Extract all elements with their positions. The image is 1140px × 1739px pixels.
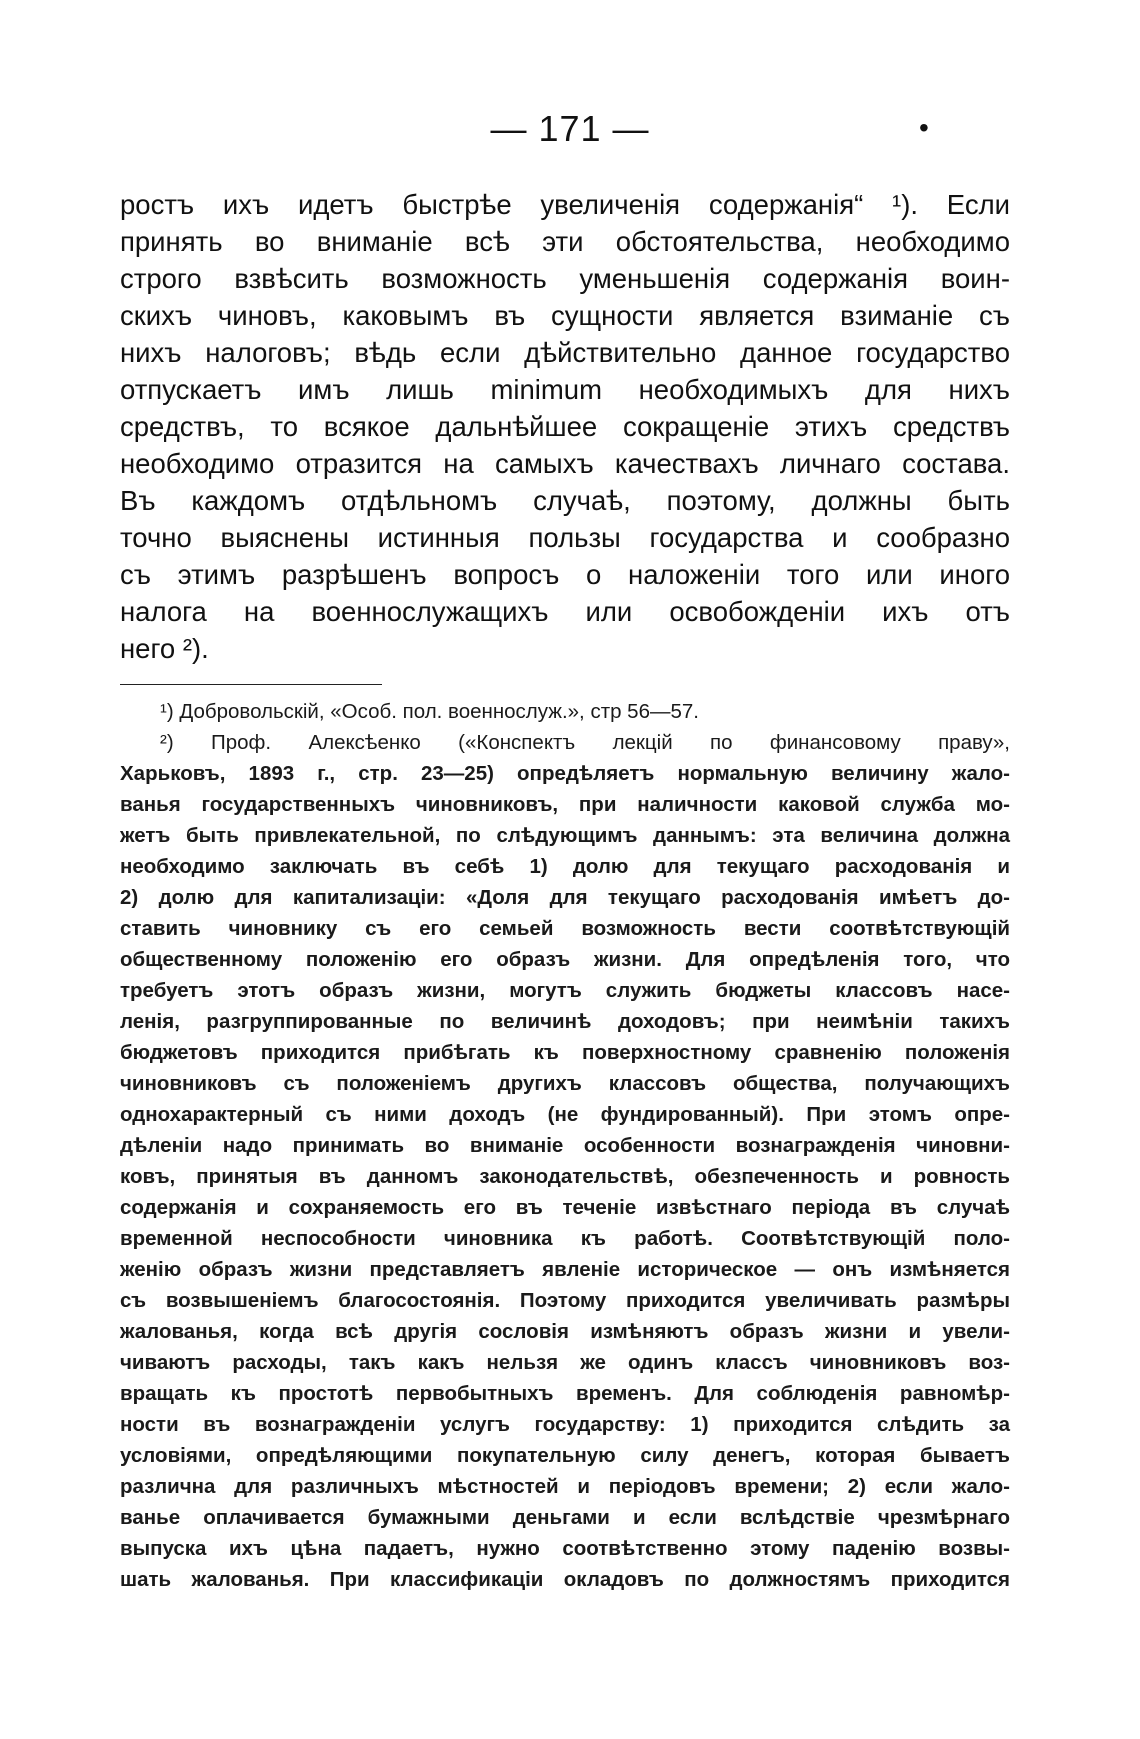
footnote-2-line: общественному положенію его образъ жизни. Для опредѣленія того, что	[120, 948, 1010, 971]
footnote-2-line: чиновниковъ съ положеніемъ другихъ классовъ общества, получающихъ	[120, 1072, 1010, 1095]
text-line: отпускаетъ имъ лишь minimum необходимыхъ для нихъ	[120, 374, 1010, 405]
text-line: съ этимъ разрѣшенъ вопросъ о наложеніи того или иного	[120, 559, 1010, 590]
footnote-2-line: жалованья, когда всѣ другія сословія измѣняютъ образъ жизни и увели-	[120, 1320, 1010, 1343]
footnote-2-line: выпуска ихъ цѣна падаетъ, нужно соотвѣтственно этому паденію возвы-	[120, 1537, 1010, 1560]
footnote-2-line: бюджетовъ приходится прибѣгать къ поверхностному сравненію положенія	[120, 1041, 1010, 1064]
text-line: Въ каждомъ отдѣльномъ случаѣ, поэтому, должны быть	[120, 485, 1010, 516]
footnote-2-line: однохарактерный съ ними доходъ (не фундированный). При этомъ опре-	[120, 1103, 1010, 1126]
footnote-2-line: ковъ, принятыя въ данномъ законодательствѣ, обезпеченность и ровность	[120, 1165, 1010, 1188]
footnote-2-line: шать жалованья. При классификаціи окладовъ по должностямъ приходится	[120, 1568, 1010, 1591]
footnote-2-line: ленія, разгруппированные по величинѣ доходовъ; при неимѣніи такихъ	[120, 1010, 1010, 1033]
footnote-2-line: вращать къ простотѣ первобытныхъ временъ. Для соблюденія равномѣр-	[120, 1382, 1010, 1405]
text-line: него ²).	[120, 633, 209, 664]
footnote-2-line: Харьковъ, 1893 г., стр. 23—25) опредѣляетъ нормальную величину жало-	[120, 762, 1010, 785]
footnote-2-line: различна для различныхъ мѣстностей и періодовъ времени; 2) если жало-	[120, 1475, 1010, 1498]
main-text	[120, 186, 1010, 667]
text-line: строго взвѣсить возможность уменьшенія содержанія воин-	[120, 263, 1010, 294]
footnote-2-line: женію образъ жизни представляетъ явленіе историческое — онъ измѣняется	[120, 1258, 1010, 1281]
footnote-2-line: ванье оплачивается бумажными деньгами и если вслѣдствіе чрезмѣрнаго	[120, 1506, 1010, 1529]
footnote-2-line: дѣленіи надо принимать во вниманіе особенности вознагражденія чиновни-	[120, 1134, 1010, 1157]
footnote-2-line: временной неспособности чиновника къ работѣ. Соотвѣтствующій поло-	[120, 1227, 1010, 1250]
footnote-2-line: съ возвышеніемъ благосостоянія. Поэтому приходится увеличивать размѣры	[120, 1289, 1010, 1312]
footnote-2-line: жетъ быть привлекательной, по слѣдующимъ даннымъ: эта величина должна	[120, 824, 1010, 847]
printer-mark: •	[919, 112, 929, 143]
footnote-1: ¹) Добровольскій, «Особ. пол. военнослуж.», стр 56—57.	[160, 700, 699, 723]
footnote-2-line: требуетъ этотъ образъ жизни, могутъ служить бюджеты классовъ насе-	[120, 979, 1010, 1002]
footnote-2-line: ²) Проф. Алексѣенко («Конспектъ лекцій по финансовому праву»,	[160, 731, 1010, 754]
footnote-separator	[120, 684, 382, 685]
text-line: нихъ налоговъ; вѣдь если дѣйствительно данное государство	[120, 337, 1010, 368]
footnotes	[120, 696, 1010, 1595]
text-line: налога на военнослужащихъ или освобожденіи ихъ отъ	[120, 596, 1010, 627]
footnote-2-line: ванья государственныхъ чиновниковъ, при наличности каковой служба мо-	[120, 793, 1010, 816]
text-line: средствъ, то всякое дальнѣйшее сокращеніе этихъ средствъ	[120, 411, 1010, 442]
footnote-2-line: ности въ вознагражденіи услугъ государству: 1) приходится слѣдить за	[120, 1413, 1010, 1436]
text-line: ростъ ихъ идетъ быстрѣе увеличенія содержанія“ ¹). Если	[120, 189, 1010, 220]
text-line: скихъ чиновъ, каковымъ въ сущности является взиманіе съ	[120, 300, 1010, 331]
footnote-2-line: условіями, опредѣляющими покупательную силу денегъ, которая бываетъ	[120, 1444, 1010, 1467]
footnote-2-line: содержанія и сохраняемость его въ теченіе извѣстнаго періода въ случаѣ	[120, 1196, 1010, 1219]
text-line: принять во вниманіе всѣ эти обстоятельства, необходимо	[120, 226, 1010, 257]
text-line: точно выяснены истинныя пользы государства и сообразно	[120, 522, 1010, 553]
footnote-2-line: чиваютъ расходы, такъ какъ нельзя же одинъ классъ чиновниковъ воз-	[120, 1351, 1010, 1374]
text-line: необходимо отразится на самыхъ качествахъ личнаго состава.	[120, 448, 1010, 479]
page-number: — 171 —	[490, 108, 650, 149]
footnote-2-line: необходимо заключать въ себѣ 1) долю для текущаго расходованія и	[120, 855, 1010, 878]
footnote-2-line: 2) долю для капитализаціи: «Доля для текущаго расходованія имѣетъ до-	[120, 886, 1010, 909]
footnote-2-line: ставить чиновнику съ его семьей возможность вести соотвѣтствующій	[120, 917, 1010, 940]
